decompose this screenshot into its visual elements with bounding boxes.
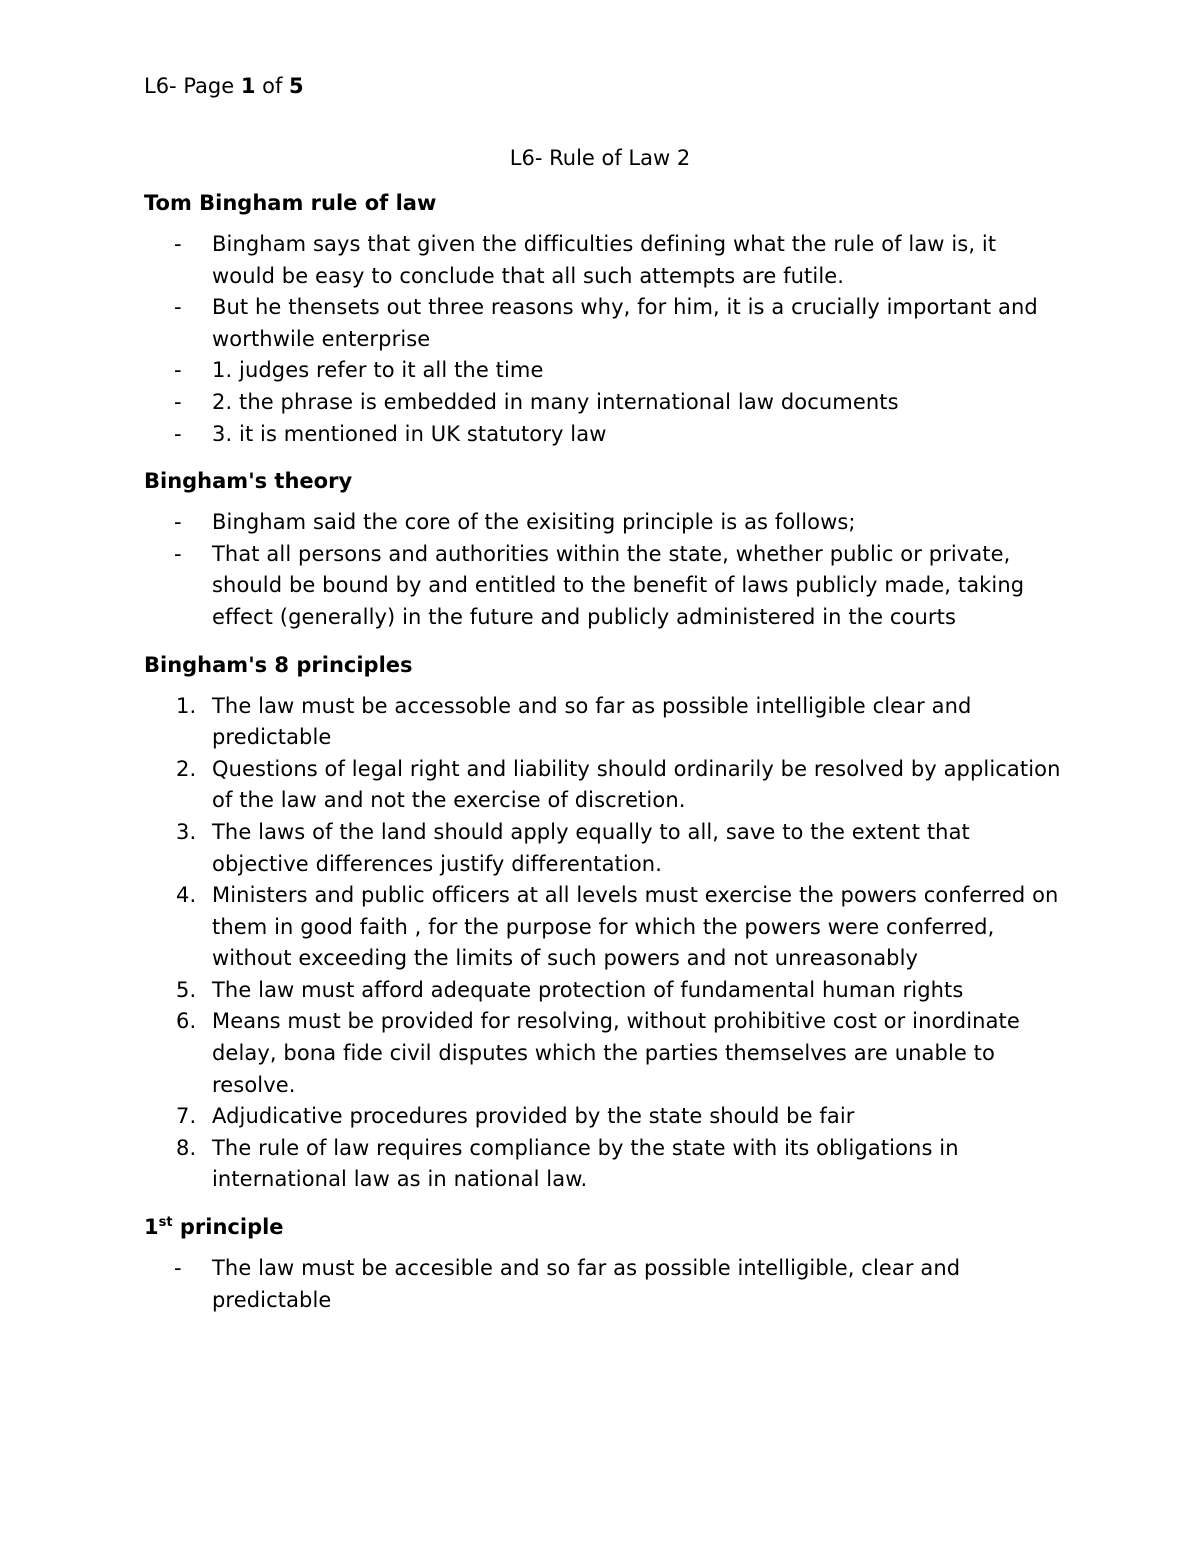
number-marker: 2. [176,756,197,781]
list-item [144,355,1064,387]
number-marker: 6. [176,1009,197,1034]
list-item [144,975,1064,1007]
tom-bingham-list [144,229,1064,450]
dash-marker: - [174,1256,182,1281]
list-item [144,292,1064,355]
number-marker: 8. [176,1135,197,1160]
list-item [144,387,1064,419]
list-item [144,754,1064,817]
dash-marker: - [174,541,182,566]
list-item [144,691,1064,754]
number-marker: 4. [176,883,197,908]
dash-marker: - [174,510,182,535]
list-item [144,419,1064,451]
list-item [144,539,1064,634]
number-marker: 7. [176,1104,197,1129]
list-item-text: The law must be accesible and so far as possible intelligible, clear and predictable [212,1256,961,1312]
page-header [144,72,304,100]
list-item-text: 1. judges refer to it all the time [212,358,544,383]
heading-number: 1 [144,1215,159,1240]
dash-marker: - [174,389,182,414]
list-item-text: The laws of the land should apply equally to all, save to the extent that objective differences justify differentation. [212,819,970,876]
page-header-prefix: L6- Page [144,74,241,98]
list-item-text: Means must be provided for resolving, without prohibitive cost or inordinate delay, bona fide civil disputes which the parties themselves are unable to resolve. [212,1009,1020,1097]
heading-text: principle [172,1215,284,1240]
dash-marker: - [174,295,182,320]
list-item-text: That all persons and authorities within the state, whether public or private, should be bound by and entitled to the benefit of laws publicly made, taking effect (generally) in the future and publicly administered in the courts [212,541,1025,629]
list-item [144,229,1064,292]
list-item-text: The law must be accessoble and so far as possible intelligible clear and predictable [212,693,972,750]
list-item [144,1101,1064,1133]
document-title: L6- Rule of Law 2 [509,146,691,170]
section-heading-eight-principles: Bingham's 8 principles [144,652,413,677]
section-heading-theory: Bingham's theory [144,469,353,494]
dash-marker: - [174,232,182,256]
list-item-text: Questions of legal right and liability should ordinarily be resolved by application of the law and not the exercise of discretion. [212,756,1061,813]
section-heading-tom-bingham: Tom Bingham rule of law [144,191,437,215]
first-principle-list [144,1253,1064,1316]
list-item [144,817,1064,880]
list-item-text: 2. the phrase is embedded in many international law documents [212,389,899,414]
list-item-text: Bingham said the core of the exisiting principle is as follows; [212,510,856,535]
list-item [144,1006,1064,1101]
list-item [144,880,1064,975]
document-body [144,188,1064,1332]
number-marker: 5. [176,977,197,1002]
page-current-number: 1 [240,74,256,98]
list-item-text: The rule of law requires compliance by the state with its obligations in international law as in national law. [212,1135,959,1192]
number-marker: 3. [176,819,197,844]
list-item [144,1133,1064,1196]
page-total-number: 5 [289,74,304,98]
eight-principles-list [144,691,1064,1197]
theory-list [144,507,1064,633]
page-header-of: of [255,74,290,98]
list-item-text: The law must afford adequate protection of fundamental human rights [212,977,964,1002]
list-item-text: Adjudicative procedures provided by the state should be fair [212,1104,855,1129]
section-heading-first-principle [144,1212,1064,1242]
list-item [144,507,1064,539]
list-item-text: Ministers and public officers at all levels must exercise the powers conferred on them in good faith , for the purpose for which the powers were conferred, without exceeding the limits of such powers and not unreasonably [212,883,1059,971]
list-item [144,1253,1064,1316]
list-item-text: Bingham says that given the difficulties defining what the rule of law is, it would be easy to conclude that all such attempts are futile. [212,232,997,288]
heading-ordinal-suffix: st [158,1215,173,1231]
list-item-text: But he thensets out three reasons why, for him, it is a crucially important and worthwile enterprise [212,295,1038,351]
dash-marker: - [174,358,182,383]
number-marker: 1. [176,693,197,718]
list-item-text: 3. it is mentioned in UK statutory law [212,421,607,446]
dash-marker: - [174,421,182,446]
